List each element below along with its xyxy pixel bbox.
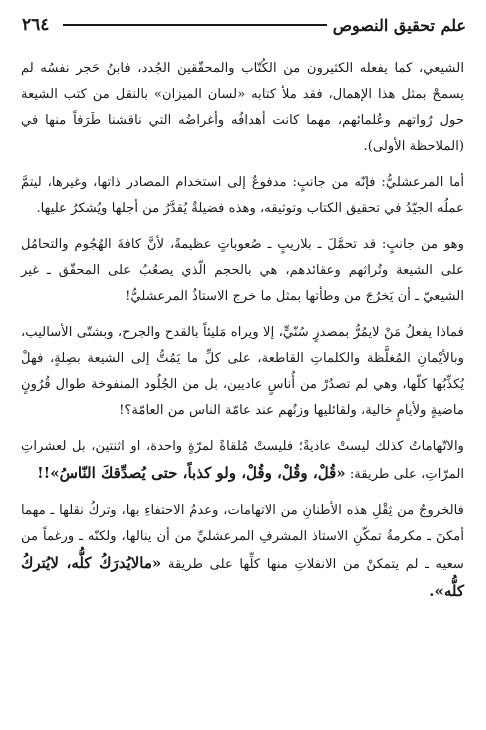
- paragraph: الشيعي، كما يفعله الكثيرون من الكُتّاب والمحقّقين الجُدد، فابنُ حَجر نفسُه لم يسمحْ بمثل هذا الإهمال، فقد ملأ كتابه «لسان الميزان» بالنقل من كتب الشيعة حول رُواتهم وعُلمائهم، مهما كانت أهدافُه وأغراضُه التي ناقشنا طَرَفاً منها في (الملاحظة الأولى).: [21, 61, 464, 154]
- page-body: [21, 56, 464, 616]
- paragraph: وهو من جانبٍ: قد تحمَّلَ ـ بلاريبٍ ـ صُعوباتٍ عظيمةً، لأنَّ كافةَ الهُجُوم والتحامُل على الشيعة وتُراثهم وعقائدهم، هي بالحجم الّذي يصعُبُ على المحقّق ـ غير الشيعيّ ـ أن يَخرُجَ من وطأتها بمثل ما خرج الاستاذُ المرعشليُّ!: [21, 237, 464, 304]
- page-number: ٢٦٤: [22, 15, 50, 35]
- running-title: علم تحقيق النصوص: [332, 15, 466, 35]
- header-rule: [63, 24, 326, 26]
- paragraph: [21, 434, 464, 488]
- paragraph-text: والاتّهاماتُ كذلك ليستْ عاديةً؛ فليستْ مُلقاةً لمرّةٍ واحدة، او اثنتين، بل لعشراتِ المرّاتِ، على طريقة:: [21, 439, 464, 482]
- paragraph-text: فالخروجُ من ثِقْلِ هذه الأطنانِ من الاتهامات، وعدمُ الاحتفاءِ بها، وتركُ نقلها ـ مهما أمكنَ ـ مكرمةُ تمكّنِ الاستاذ المشرفِ المرعشليِّ من أن ينالها، ولكنّه ـ ورغماً من سعيه ـ لم يتمكنْ من الانفلاتِ منها كلِّها على طريقة: [21, 503, 464, 572]
- bold-quote: «قُلْ، وقُلْ، وقُلْ، ولو كذباً، حتى يُصدِّقكَ النّاسُ»!!: [37, 464, 346, 482]
- running-header: [22, 8, 466, 42]
- bold-quote: «مالايُدرَكُ كلُّه، لايُتركُ كلُّه».: [21, 554, 464, 600]
- paragraph: فماذا يفعلُ مَنْ لايمُرُّ بمصدرٍ سُنّيٍّ، إلا ويراه مَليئاً بالقدح والجرح، وبشتّى الأساليب، وبالأيْمانِ المُغلَّظة والكلماتِ القاطعة، على كلِّ ما يَمُتُّ إلى الشيعة بصِلةٍ، فهلْ يُكذِّبُها كلّها، وهي لم تصدُرْ من أُناسٍ عاديين، بل من الجُلُود المنفوخة طوال قُرُونٍ ماضيةٍ ولأيامٍ خالية، ولقائليها وزنُهم عند عامّة الناس من العامّة؟!: [21, 325, 464, 418]
- paragraph: [21, 498, 464, 606]
- paragraph: أما المرعشليُّ: فإنّه من جانبٍ: مدفوعٌ إلى استخدام المصادر ذاتها، وغيرها، ليتمَّ عملُه الجيّدُ في تحقيق الكتاب وتوثيقه، وهذه فضيلةٌ يُقدَّرُ من أجلها ويُشكرُ عليها.: [21, 175, 464, 216]
